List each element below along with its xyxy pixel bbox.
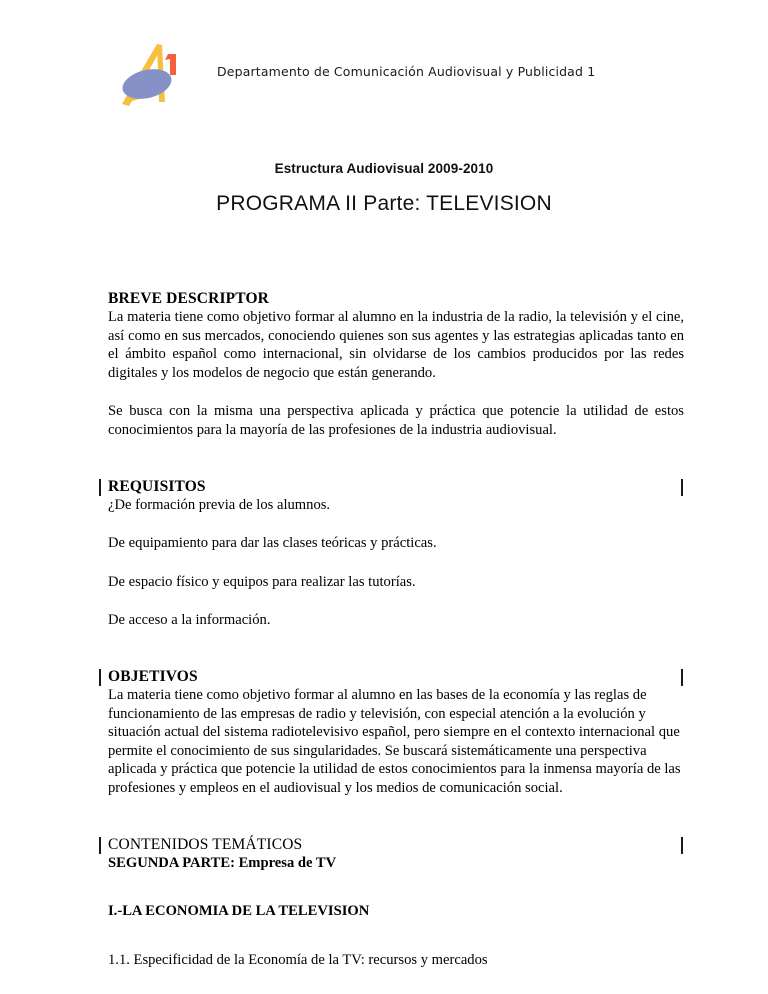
contenidos-unit-heading: I.-LA ECONOMIA DE LA TELEVISION [108, 903, 370, 920]
revision-change-bar-right-objetivos [681, 669, 683, 686]
section-contenidos-tematicos [108, 836, 684, 970]
course-subtitle: Estructura Audiovisual 2009-2010 [274, 161, 494, 176]
document-header [0, 32, 768, 112]
contenidos-item-1-1: 1.1. Especificidad de la Economía de la TV: recursos y mercados [108, 951, 488, 968]
antenna-satellite-logo [112, 38, 188, 114]
section-breve-descriptor [108, 290, 684, 440]
requisitos-item-1: ¿De formación previa de los alumnos. [108, 496, 331, 513]
section-requisitos [108, 478, 684, 630]
section-objetivos [108, 668, 684, 798]
section-heading-contenidos: CONTENIDOS TEMÁTICOS [108, 835, 303, 853]
requisitos-item-4: De acceso a la información. [108, 612, 271, 629]
descriptor-paragraph-1: La materia tiene como objetivo formar al alumno en la industria de la radio, la televisión y el cine, así como en sus mercados, conociendo quienes son sus agentes y las estrategias aplicadas tanto en el ámbito español como internacional, sin olvidarse de los cambios producidos por las redes digitales y los modelos de negocio que están generando. [108, 309, 684, 381]
revision-change-bar-left-objetivos [99, 669, 101, 686]
logo-numeral [165, 54, 176, 75]
revision-change-bar-right-requisitos [681, 479, 683, 496]
section-heading-descriptor: BREVE DESCRIPTOR [108, 290, 270, 307]
revision-change-bar-right-contenidos [681, 837, 683, 854]
section-heading-requisitos: REQUISITOS [108, 477, 206, 495]
contenidos-subheading: SEGUNDA PARTE: Empresa de TV [108, 854, 337, 871]
page-title: PROGRAMA II Parte: TELEVISION [216, 192, 552, 215]
objetivos-paragraph: La materia tiene como objetivo formar al alumno en las bases de la economía y las reglas de funcionamiento de las empresas de radio y televisión, con especial atención a la evolución y situación actual del sistema radiotelevisivo español, pero siempre en el contexto internacional que permite el conocimiento de sus singularidades. Se buscará sistemáticamente una perspectiva aplicada y práctica que potencie la utilidad de estos conocimientos para la inmensa mayoría de las profesiones y empleos en el audiovisual y los medios de comunicación social. [108, 686, 681, 796]
descriptor-paragraph-2: Se busca con la misma una perspectiva aplicada y práctica que potencie la utilidad de estos conocimientos para la mayoría de las profesiones de la industria audiovisual. [108, 403, 684, 438]
requisitos-item-2: De equipamiento para dar las clases teóricas y prácticas. [108, 535, 437, 552]
department-title: Departamento de Comunicación Audiovisual y Publicidad 1 [217, 64, 596, 79]
section-heading-objetivos: OBJETIVOS [108, 667, 198, 685]
revision-change-bar-left-contenidos [99, 837, 101, 854]
requisitos-item-3: De espacio físico y equipos para realizar las tutorías. [108, 573, 416, 590]
document-body [108, 290, 684, 969]
revision-change-bar-left-requisitos [99, 479, 101, 496]
